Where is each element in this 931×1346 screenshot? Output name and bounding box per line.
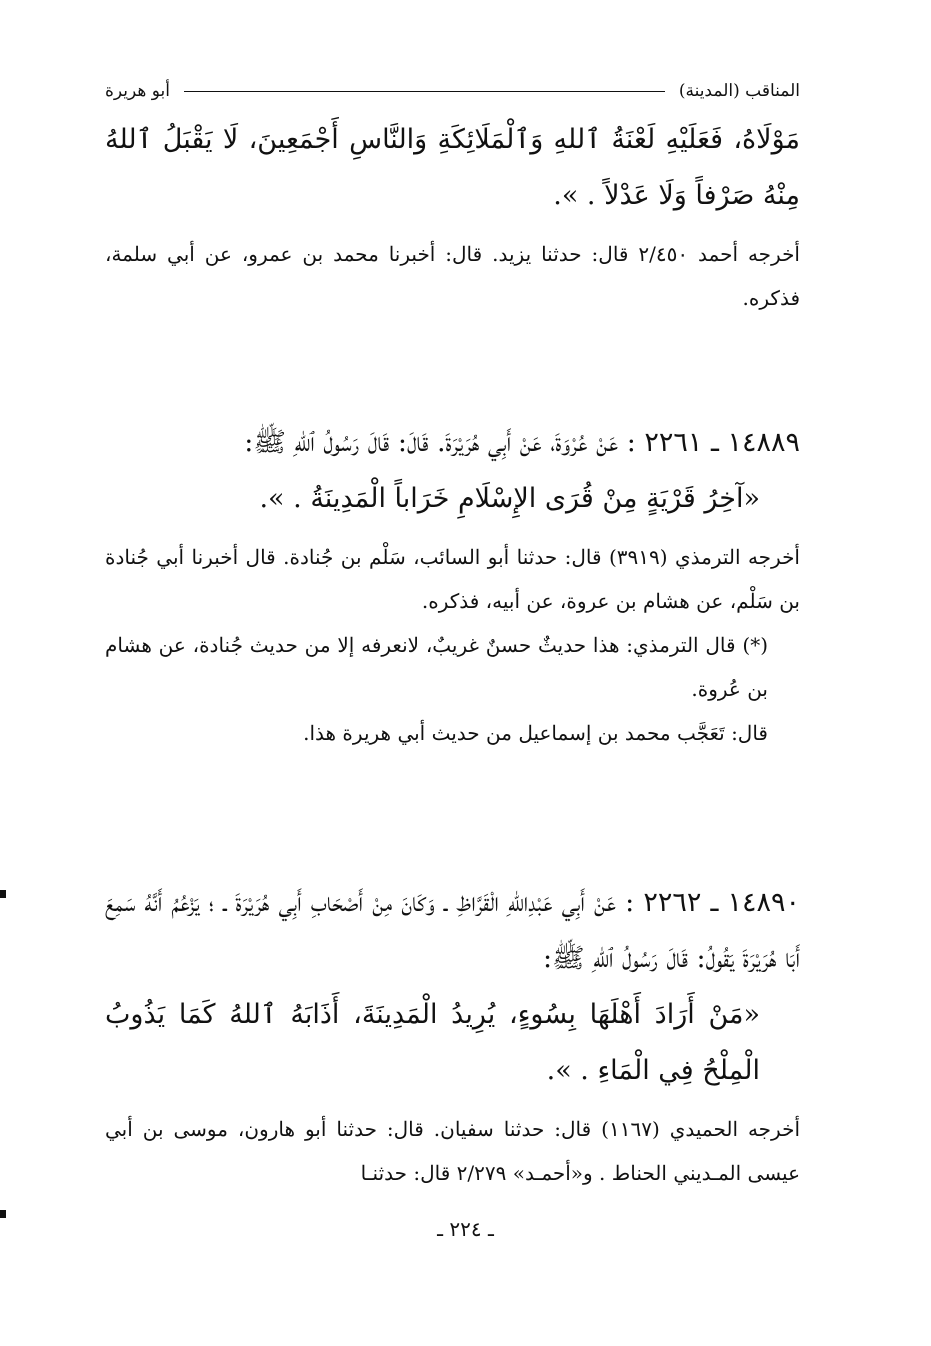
hadith-14889-note-2 xyxy=(105,711,800,755)
hadith-14889-quote: «آخِرُ قَرْيَةٍ مِنْ قُرَى الإِسْلَامِ خَرَاباً الْمَدِينَةُ . ». xyxy=(259,483,760,514)
hadith-14890-isnad: ١٤٨٩٠ ـ ٢٢٦٢ : عَنْ أَبِي عَبْدِاللهِ الْقَرَّاظِ ـ وَكَانَ مِنْ أَصْحَابِ أَبِي هُرَيْرَةَ ـ ؛ يَزْعُمُ أَنَّهُ سَمِعَ أَبَا هُرَيْرَةَ يَقُولُ: قَالَ رَسُولُ ٱللهِ ﷺ: xyxy=(105,887,801,974)
page-number: ـ ٢٢٤ ـ xyxy=(437,1217,494,1241)
tirmidhi-comment: (*) قال الترمذي: هذا حديثٌ حسنٌ غريبٌ، لانعرفه إلا من حديث جُنادة، عن هشام بن عُروة. xyxy=(105,633,768,701)
hadith-14889-source: أخرجه الترمذي (٣٩١٩) قال: حدثنا أبو السائب، سَلْم بن جُنادة. قال أخبرنا أبي جُنادة بن سَلْم، عن هشام بن عروة، عن أبيه، فذكره. xyxy=(105,545,800,613)
hadith-14890-quote: «مَنْ أَرَادَ أَهْلَهَا بِسُوءٍ، يُرِيدُ الْمَدِينَةَ، أَذَابَهُ ٱللهُ كَمَا يَذُوبُ الْمِلْحُ فِي الْمَاءِ . ». xyxy=(105,999,760,1086)
running-header xyxy=(105,70,800,112)
book-page xyxy=(105,70,800,1195)
scan-edge-mark xyxy=(0,1210,6,1218)
header-chapter-title: المناقب (المدينة) xyxy=(678,81,800,101)
continuation-source: أخرجه أحمد ٢/٤٥٠ قال: حدثنا يزيد. قال: أخبرنا محمد بن عمرو، عن أبي سلمة، فذكره. xyxy=(105,242,800,310)
scan-edge-mark xyxy=(0,890,6,898)
header-narrator-title: أبو هريرة xyxy=(105,81,171,101)
header-rule xyxy=(184,91,665,92)
hadith-14889-isnad: ١٤٨٨٩ ـ ٢٢٦١ : عَنْ عُرْوَةَ، عَنْ أَبِي هُرَيْرَةَ. قَالَ: قَالَ رَسُولُ ٱللهِ ﷺ: xyxy=(244,427,800,458)
hadith-14889-note xyxy=(105,623,800,711)
hadith-14890-source: أخرجه الحميدي (١١٦٧) قال: حدثنا سفيان. قال: حدثنا أبو هارون، موسى بن أبي عيسى المـديني الحناط . و«أحمـد» ٢/٢٧٩ قال: حدثنـا xyxy=(105,1117,800,1185)
bukhari-remark: قال: تَعَجَّب محمد بن إسماعيل من حديث أبي هريرة هذا. xyxy=(303,721,768,745)
hadith-14889-text xyxy=(105,415,800,527)
continuation-text: مَوْلَاهُ، فَعَلَيْهِ لَعْنَةُ ٱللهِ وَٱلْمَلَائِكَةِ وَالنَّاسِ أَجْمَعِينَ، لَا يَقْبَلُ ٱللهُ مِنْهُ صَرْفاً وَلَا عَدْلاً . ». xyxy=(105,124,800,211)
hadith-14890-text xyxy=(105,875,800,1099)
